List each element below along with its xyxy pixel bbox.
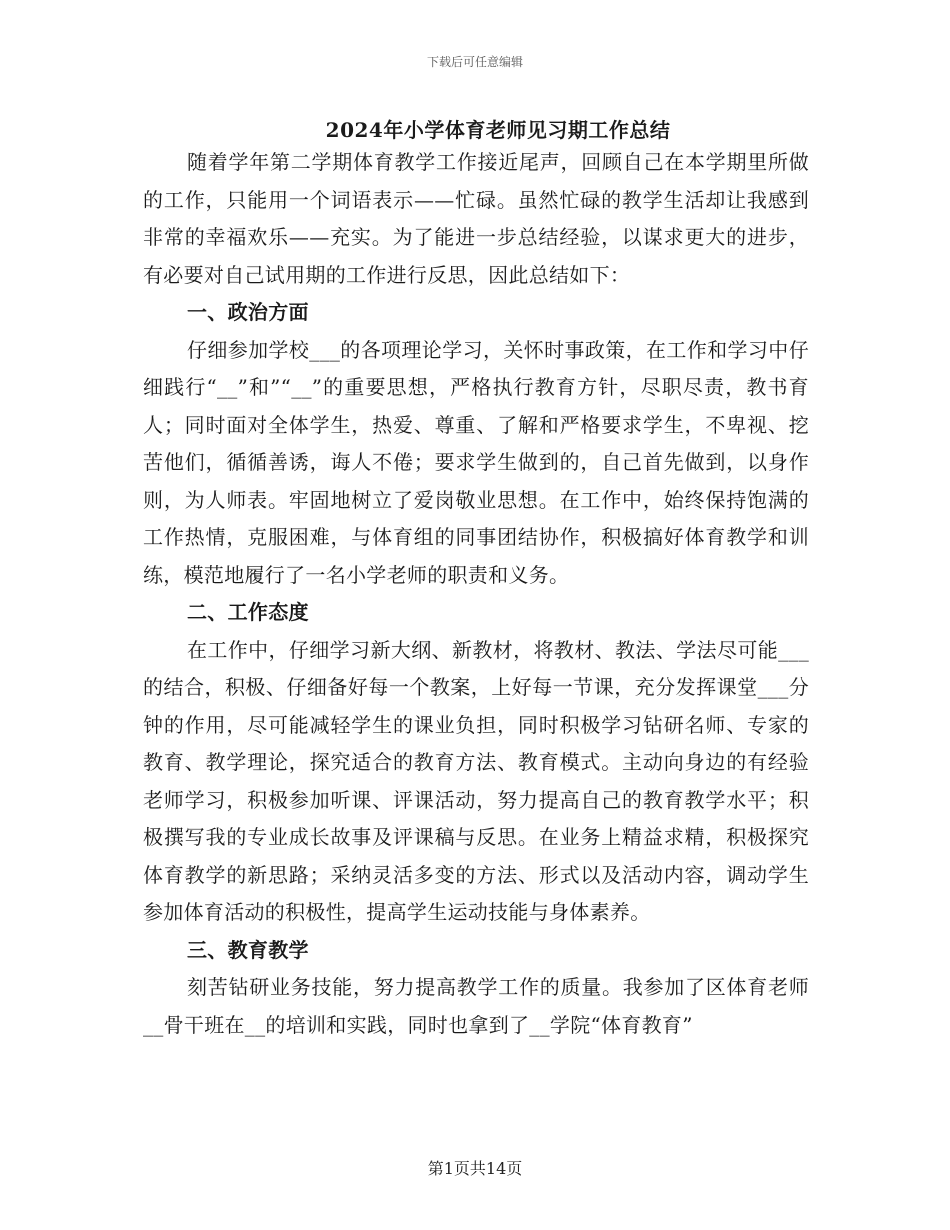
section-heading-attitude: 二、工作态度 (187, 600, 309, 624)
section-paragraph-politics: 仔细参加学校___的各项理论学习，关怀时事政策，在工作和学习中仔细践行“__”和”“__”的重要思想，严格执行教育方针，尽职尽责，教书育人；同时面对全体学生，热爱、尊重、了解和严格要求学生，不卑视、挖苦他们，循循善诱，诲人不倦；要求学生做到的，自己首先做到，以身作则，为人师表。牢固地树立了爱岗敬业思想。在工作中，始终保持饱满的工作热情，克服困难，与体育组的同事团结协作，积极搞好体育教学和训练，模范地履行了一名小学老师的职责和义务。 (143, 337, 809, 587)
intro-paragraph: 随着学年第二学期体育教学工作接近尾声，回顾自己在本学期里所做的工作，只能用一个词语表示——忙碌。虽然忙碌的教学生活却让我感到非常的幸福欢乐——充实。为了能进一步总结经验，以谋求更大的进步，有必要对自己试用期的工作进行反思，因此总结如下： (143, 150, 809, 287)
section-paragraph-attitude: 在工作中，仔细学习新大纲、新教材，将教材、教法、学法尽可能___的结合，积极、仔细备好每一个教案，上好每一节课，充分发挥课堂___分钟的作用，尽可能减轻学生的课业负担，同时积极学习钻研名师、专家的教育、教学理论，探究适合的教育方法、教育模式。主动向身边的有经验老师学习，积极参加听课、评课活动，努力提高自己的教育教学水平；积极撰写我的专业成长故事及评课稿与反思。在业务上精益求精，积极探究体育教学的新思路；采纳灵活多变的方法、形式以及活动内容，调动学生参加体育活动的积极性，提高学生运动技能与身体素养。 (143, 637, 809, 924)
page-number: 第1页共14页 (427, 1159, 523, 1178)
section-heading-politics: 一、政治方面 (187, 300, 309, 324)
page-header-note: 下载后可任意编辑 (426, 55, 523, 69)
document-body (143, 144, 809, 1044)
section-heading-teaching: 三、教育教学 (187, 937, 309, 962)
section-paragraph-teaching: 刻苦钻研业务技能，努力提高教学工作的质量。我参加了区体育老师__骨干班在__的培训和实践，同时也拿到了__学院“体育教育” (143, 975, 809, 1037)
document-title: 2024年小学体育老师见习期工作总结 (325, 118, 671, 142)
